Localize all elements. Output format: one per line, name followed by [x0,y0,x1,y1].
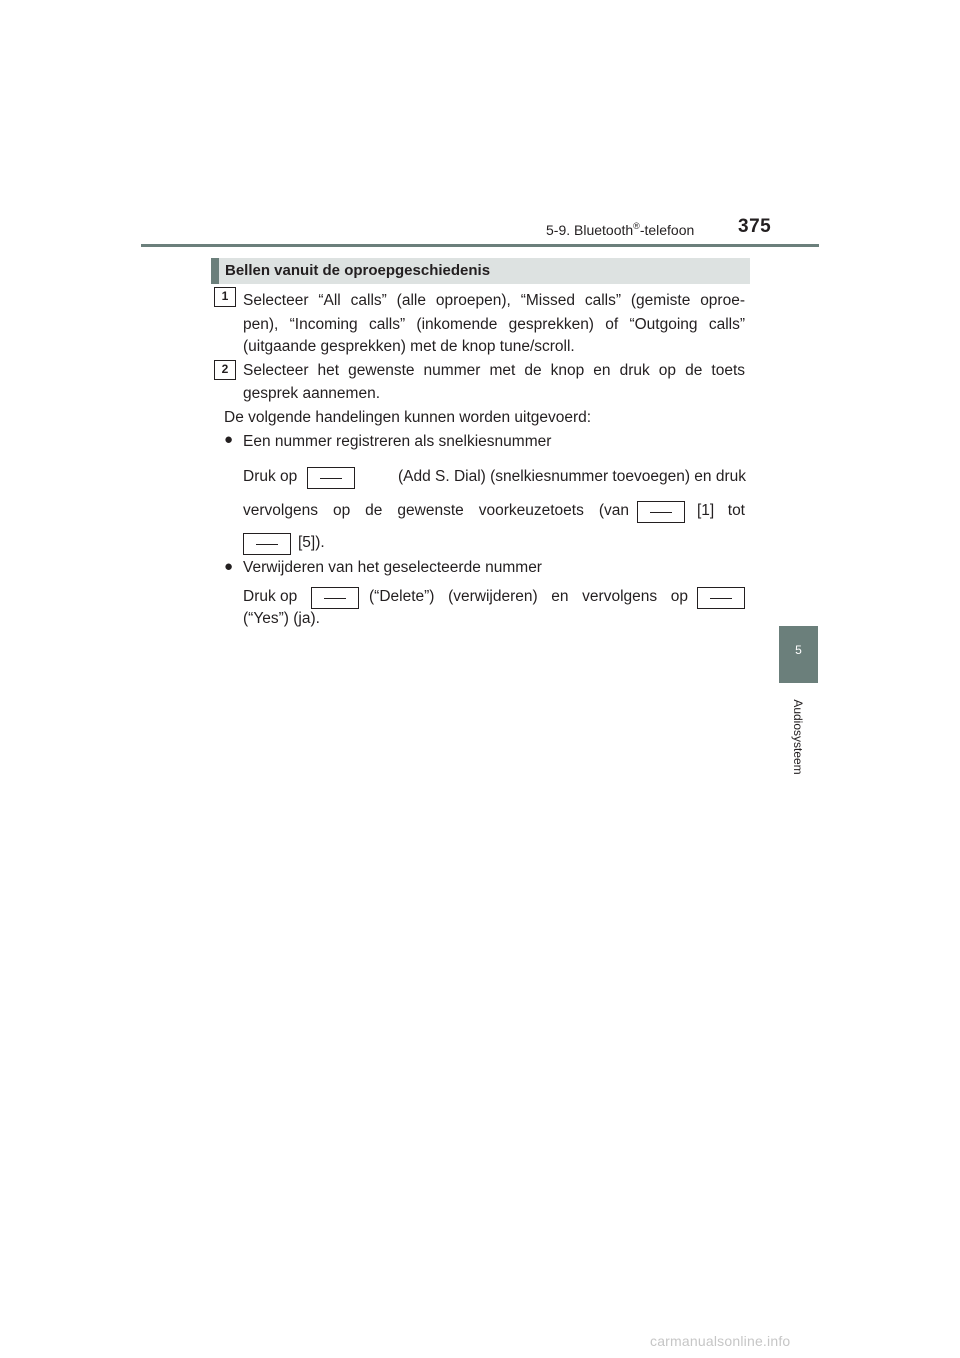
preset-key-1[interactable] [637,501,685,523]
running-header [546,221,694,238]
bullet-1-line2-end: [1] tot [697,502,745,519]
yes-key[interactable] [697,587,745,609]
step-1-line-2: pen), “Incoming calls” (inkomende gesprekken) of “Outgoing calls” [243,316,745,333]
section-heading-bar [211,258,750,284]
step-number-1: 1 [214,287,236,307]
bullet-1-line1-end: (Add S. Dial) (snelkiesnummer toevoegen) en druk [397,468,746,485]
step-number-2: 2 [214,360,236,380]
step-1-line-3: (uitgaande gesprekken) met de knop tune/scroll. [243,338,575,355]
header-divider [141,244,819,247]
chapter-suffix: -telefoon [639,222,695,238]
page-number: 375 [738,216,772,237]
section-accent [211,258,219,284]
bullet-symbol-1: ● [224,431,234,448]
intro-text: De volgende handelingen kunnen worden uitgevoerd: [224,409,592,426]
step-2-line-2: gesprek aannemen. [243,385,381,402]
bullet-2-heading: Verwijderen van het geselecteerde nummer [243,559,542,576]
bullet-1-heading: Een nummer registreren als snelkiesnummer [243,433,552,450]
registered-mark: ® [633,221,640,231]
chapter-title: 5-9. Bluetooth [546,222,634,238]
bullet-2-line1-end: (“Delete”) (verwijderen) en vervolgens op [369,588,688,605]
chapter-tab: 5 [779,626,818,683]
preset-key-5[interactable] [243,533,291,555]
bullet-1-line1-start: Druk op [243,468,298,485]
step-2-line-1: Selecteer het gewenste nummer met de knop en druk op de toets [243,362,745,379]
add-s-dial-key[interactable] [307,467,355,489]
bullet-symbol-2: ● [224,558,234,575]
section-title: Bellen vanuit de oproepgeschiedenis [225,262,491,279]
bullet-2-line1-start: Druk op [243,588,298,605]
watermark: carmanualsonline.info [650,1333,791,1349]
bullet-1-line3: [5]). [298,534,325,551]
delete-key[interactable] [311,587,359,609]
step-1-line-1: Selecteer “All calls” (alle oproepen), “Missed calls” (gemiste oproe- [243,292,745,309]
bullet-2-line2: (“Yes”) (ja). [243,610,320,627]
chapter-tab-label: Audiosysteem [791,699,805,775]
bullet-1-line2-start: vervolgens op de gewenste voorkeuzetoets (van [243,502,629,519]
